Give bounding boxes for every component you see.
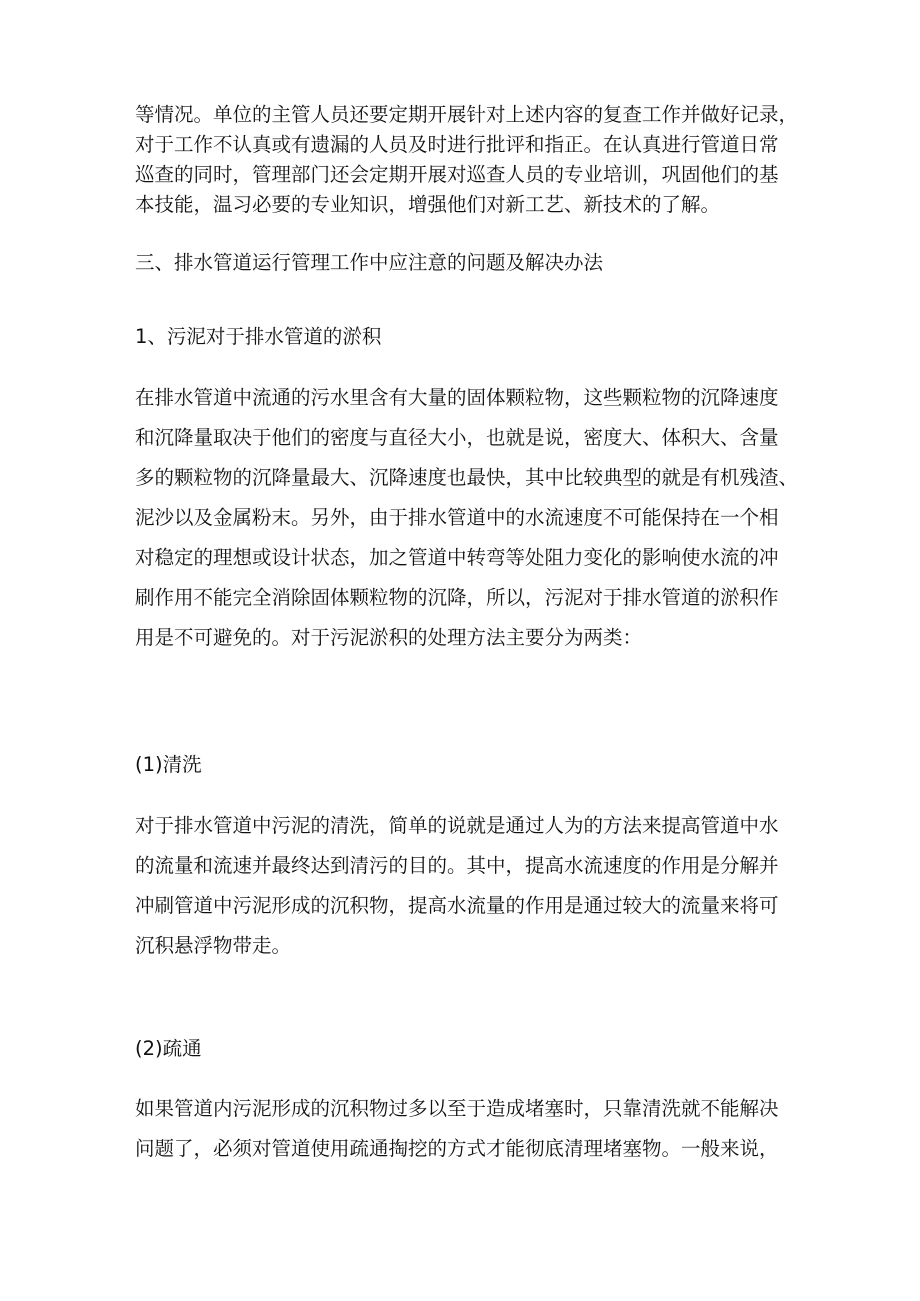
dredging-paragraph — [135, 1089, 795, 1169]
paragraph-line: 对于排水管道中污泥的清洗，简单的说就是通过人为的方法来提高管道中水 — [135, 814, 779, 837]
paragraph-line: 的流量和流速并最终达到清污的目的。其中，提高水流速度的作用是分解并 — [135, 854, 779, 877]
intro-paragraph — [135, 100, 799, 220]
paragraph-line: 和沉降量取决于他们的密度与直径大小，也就是说，密度大、体积大、含量 — [135, 426, 779, 449]
sludge-paragraph — [135, 378, 799, 658]
item1-heading: (1)清洗 — [135, 753, 202, 776]
paragraph-line: 冲刷管道中污泥形成的沉积物，提高水流量的作用是通过较大的流量来将可 — [135, 894, 779, 917]
paragraph-line: 巡查的同时，管理部门还会定期开展对巡查人员的专业培训，巩固他们的基 — [135, 163, 779, 186]
paragraph-line: 沉积悬浮物带走。 — [135, 934, 292, 957]
subsection-heading: 1、污泥对于排水管道的淤积 — [135, 325, 382, 348]
paragraph-line: 用是不可避免的。对于污泥淤积的处理方法主要分为两类： — [135, 626, 643, 649]
paragraph-line: 多的颗粒物的沉降量最大、沉降速度也最快，其中比较典型的就是有机残渣、 — [135, 466, 799, 489]
paragraph-line: 在排水管道中流通的污水里含有大量的固体颗粒物，这些颗粒物的沉降速度 — [135, 386, 779, 409]
paragraph-line: 本技能，温习必要的专业知识，增强他们对新工艺、新技术的了解。 — [135, 193, 721, 216]
paragraph-line: 问题了，必须对管道使用疏通掏挖的方式才能彻底清理堵塞物。一般来说， — [135, 1137, 779, 1160]
item2-heading: (2)疏通 — [135, 1037, 202, 1060]
paragraph-line: 等情况。单位的主管人员还要定期开展针对上述内容的复查工作并做好记录， — [135, 103, 799, 126]
section-heading: 三、排水管道运行管理工作中应注意的问题及解决办法 — [135, 251, 604, 274]
paragraph-line: 如果管道内污泥形成的沉积物过多以至于造成堵塞时，只靠清洗就不能解决 — [135, 1097, 779, 1120]
paragraph-line: 刷作用不能完全消除固体颗粒物的沉降，所以，污泥对于排水管道的淤积作 — [135, 586, 779, 609]
paragraph-line: 对于工作不认真或有遗漏的人员及时进行批评和指正。在认真进行管道日常 — [135, 133, 779, 156]
cleaning-paragraph — [135, 806, 795, 966]
paragraph-line: 泥沙以及金属粉末。另外，由于排水管道中的水流速度不可能保持在一个相 — [135, 506, 779, 529]
paragraph-line: 对稳定的理想或设计状态，加之管道中转弯等处阻力变化的影响使水流的冲 — [135, 546, 779, 569]
